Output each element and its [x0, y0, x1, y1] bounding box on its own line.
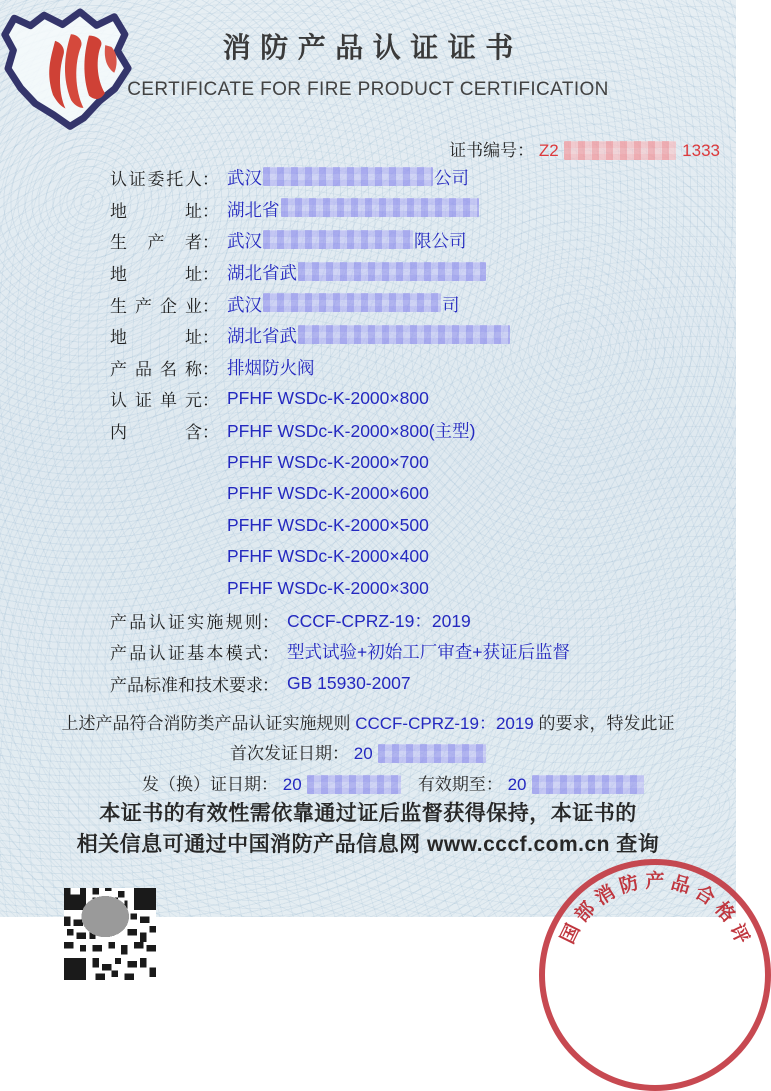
valid-until-label: 有效期至： — [417, 775, 503, 795]
model-value: PFHF WSDc-K-2000×700 — [227, 451, 429, 472]
field-value-suffix: 司 — [442, 294, 460, 315]
colon: ： — [202, 233, 219, 253]
field-row-address-2 — [110, 257, 736, 289]
field-value: CCCF-CPRZ-19：2019 — [287, 610, 471, 631]
field-label: 认证委托人 — [110, 170, 202, 190]
colon: ： — [262, 644, 279, 664]
colon: ： — [202, 359, 219, 379]
field-value-prefix: 武汉 — [227, 294, 262, 315]
redaction-blur — [378, 744, 486, 763]
field-row-included-models — [110, 415, 736, 447]
statement-pre: 上述产品符合消防类产品认证实施规则 — [61, 714, 356, 734]
field-label: 地址 — [110, 201, 202, 221]
redaction-blur — [307, 775, 401, 794]
redaction-blur — [532, 775, 644, 794]
seal-char: 品 — [668, 872, 693, 898]
validity-notice-line1: 本证书的有效性需依靠通过证后监督获得保持，本证书的 — [99, 802, 637, 826]
seal-char: 产 — [645, 871, 665, 892]
field-label: 内含 — [110, 423, 202, 443]
field-row-product-standard — [110, 668, 736, 700]
field-row-applicant — [110, 162, 736, 194]
validity-notice-line2: 相关信息可通过中国消防产品信息网 www.cccf.com.cn 查询 — [76, 833, 660, 857]
field-label: 地址 — [110, 328, 202, 348]
colon: ： — [202, 170, 219, 190]
field-value-prefix: 武汉 — [227, 231, 262, 252]
included-model-row — [110, 478, 736, 510]
seal-char: 格 — [710, 898, 739, 927]
field-value: 排烟防火阀 — [227, 357, 315, 378]
field-value-suffix: 限公司 — [414, 231, 467, 252]
field-value-suffix: 公司 — [434, 168, 469, 189]
redaction-blur — [298, 325, 510, 344]
statement-rule: CCCF-CPRZ-19：2019 — [355, 714, 534, 734]
valid-until-value: 20 — [507, 775, 527, 795]
field-row-producer — [110, 225, 736, 257]
seal-char: 评 — [725, 920, 753, 948]
field-value-prefix: 湖北省武 — [227, 326, 297, 347]
model-value: PFHF WSDc-K-2000×500 — [227, 514, 429, 535]
certificate-fields — [0, 162, 736, 699]
included-model-row — [110, 541, 736, 573]
certificate-number-line — [0, 136, 736, 160]
field-label: 产品名称 — [110, 359, 202, 379]
qr-mask-blob — [81, 896, 129, 937]
field-label: 地址 — [110, 265, 202, 285]
issue-date-value: 20 — [282, 775, 302, 795]
field-value-prefix: 武汉 — [227, 168, 262, 189]
seal-ring — [539, 859, 771, 1091]
first-issue-date-label: 首次发证日期： — [230, 744, 349, 764]
seal-char: 合 — [690, 881, 719, 910]
redaction-blur — [263, 167, 433, 186]
first-issue-date-value: 20 — [353, 744, 373, 764]
field-row-product-name — [110, 352, 736, 384]
field-row-address-3 — [110, 320, 736, 352]
model-value: PFHF WSDc-K-2000×300 — [227, 578, 429, 599]
issue-date-line — [0, 770, 736, 795]
seal-char: 部 — [571, 898, 600, 927]
certification-seal — [539, 859, 771, 1091]
colon: ： — [262, 612, 279, 632]
redaction-blur — [281, 198, 479, 217]
field-label: 认证单元 — [110, 391, 202, 411]
certificate-number-prefix: Z2 — [538, 141, 559, 160]
field-value: PFHF WSDc-K-2000×800(主型) — [227, 421, 476, 442]
field-row-manufacturer — [110, 288, 736, 320]
qr-code-icon — [64, 888, 156, 980]
seal-char: 防 — [617, 872, 642, 898]
model-value: PFHF WSDc-K-2000×600 — [227, 483, 429, 504]
redaction-blur — [298, 262, 486, 281]
colon: ： — [262, 675, 279, 695]
field-label: 生产企业 — [110, 296, 202, 316]
field-row-certification-unit — [110, 383, 736, 415]
field-label: 产品标准和技术要求 — [110, 675, 263, 695]
colon: ： — [202, 423, 219, 443]
field-value-prefix: 湖北省 — [227, 199, 280, 220]
colon: ： — [517, 141, 535, 160]
statement-post: 的要求，特发此证 — [533, 714, 675, 734]
field-row-address-1 — [110, 194, 736, 226]
page-title: 消防产品认证证书 — [222, 32, 523, 63]
field-label: 产品认证实施规则 — [110, 612, 262, 632]
field-value: GB 15930-2007 — [287, 672, 411, 693]
field-row-certification-mode — [110, 636, 736, 668]
colon: ： — [202, 391, 219, 411]
redaction-blur — [263, 230, 413, 249]
field-label: 生产者 — [110, 233, 202, 253]
fire-shield-emblem-icon — [0, 0, 166, 135]
colon: ： — [202, 296, 219, 316]
certificate-number-label: 证书编号 — [449, 141, 518, 160]
redaction-blur — [263, 293, 441, 312]
colon: ： — [202, 328, 219, 348]
colon: ： — [202, 265, 219, 285]
included-model-row — [110, 510, 736, 542]
included-model-row — [110, 446, 736, 478]
redaction-blur — [564, 141, 676, 160]
model-value: PFHF WSDc-K-2000×400 — [227, 546, 429, 567]
colon: ： — [202, 201, 219, 221]
issue-date-label: 发（换）证日期： — [142, 775, 278, 795]
first-issue-date-line — [0, 739, 736, 764]
field-value-prefix: 湖北省武 — [227, 263, 297, 284]
seal-char: 国 — [557, 920, 585, 948]
field-row-implementation-rule — [110, 604, 736, 636]
seal-char: 消 — [591, 881, 620, 910]
conformity-statement — [0, 709, 736, 734]
page-subtitle: CERTIFICATE FOR FIRE PRODUCT CERTIFICATION — [127, 79, 609, 100]
field-value: PFHF WSDc-K-2000×800 — [227, 388, 429, 409]
field-value: 型式试验+初始工厂审查+获证后监督 — [287, 642, 570, 663]
field-label: 产品认证基本模式 — [110, 644, 262, 664]
included-model-row — [110, 573, 736, 605]
certificate-number-suffix: 1333 — [682, 141, 720, 160]
